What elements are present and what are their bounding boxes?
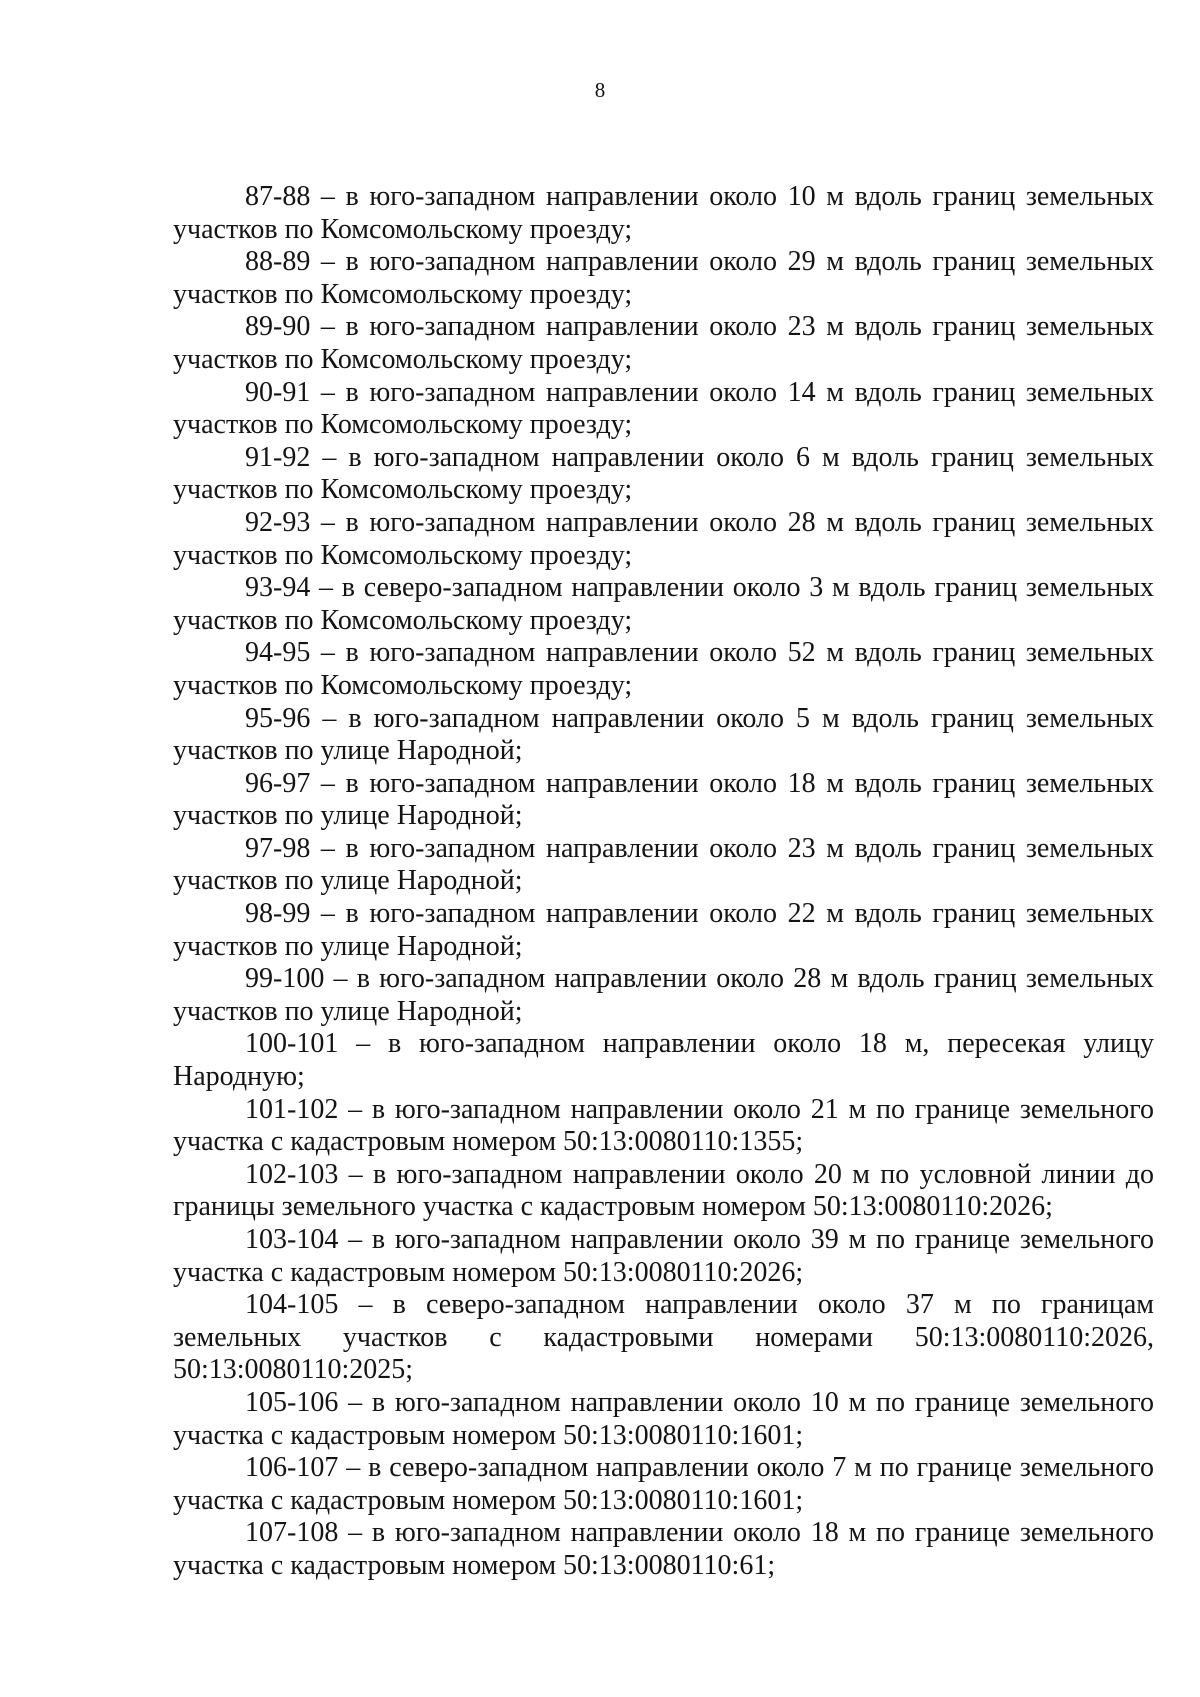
boundary-segment-paragraph: 105-106 – в юго-западном направлении около 10 м по границе земельного участка с кадастровым номером 50:13:0080110:1601; [173, 1386, 1154, 1451]
boundary-segment-paragraph: 98-99 – в юго-западном направлении около 22 м вдоль границ земельных участков по улице Народной; [173, 898, 1154, 962]
boundary-segment-paragraph: 87-88 – в юго-западном направлении около 10 м вдоль границ земельных участков по Комсомольскому проезду; [173, 181, 1154, 245]
boundary-segment-paragraph: 103-104 – в юго-западном направлении около 39 м по границе земельного участка с кадастровым номером 50:13:0080110:2026; [173, 1224, 1154, 1288]
boundary-segment-paragraph: 101-102 – в юго-западном направлении около 21 м по границе земельного участка с кадастровым номером 50:13:0080110:1355; [173, 1093, 1154, 1158]
boundary-segment-paragraph: 96-97 – в юго-западном направлении около 18 м вдоль границ земельных участков по улице Народной; [173, 767, 1154, 832]
boundary-segment-paragraph: 94-95 – в юго-западном направлении около 52 м вдоль границ земельных участков по Комсомольскому проезду; [173, 637, 1154, 701]
page-number: 8 [594, 78, 606, 102]
boundary-segment-paragraph: 92-93 – в юго-западном направлении около 28 м вдоль границ земельных участков по Комсомольскому проезду; [173, 506, 1154, 571]
boundary-segment-paragraph: 99-100 – в юго-западном направлении около 28 м вдоль границ земельных участков по улице Народной; [173, 963, 1154, 1027]
boundary-segment-paragraph: 97-98 – в юго-западном направлении около 23 м вдоль границ земельных участков по улице Народной; [173, 832, 1154, 897]
boundary-segment-paragraph: 93-94 – в северо-западном направлении около 3 м вдоль границ земельных участков по Комсомольскому проезду; [173, 572, 1154, 636]
boundary-segment-paragraph: 100-101 – в юго-западном направлении около 18 м, пересекая улицу Народную; [173, 1028, 1154, 1093]
boundary-segment-paragraph: 89-90 – в юго-западном направлении около 23 м вдоль границ земельных участков по Комсомольскому проезду; [173, 311, 1154, 375]
boundary-segment-paragraph: 104-105 – в северо-западном направлении около 37 м по границам земельных участков с кадастровыми номерами 50:13:0080110:2026, 50:13:0080110:2025; [173, 1289, 1154, 1386]
boundary-segment-paragraph: 95-96 – в юго-западном направлении около 5 м вдоль границ земельных участков по улице Народной; [173, 702, 1154, 767]
boundary-segment-paragraph: 90-91 – в юго-западном направлении около 14 м вдоль границ земельных участков по Комсомольскому проезду; [173, 376, 1154, 441]
boundary-segment-paragraph: 106-107 – в северо-западном направлении около 7 м по границе земельного участка с кадастровым номером 50:13:0080110:1601; [173, 1452, 1154, 1516]
boundary-segment-paragraph: 102-103 – в юго-западном направлении около 20 м по условной линии до границы земельного участка с кадастровым номером 50:13:0080110:2026; [173, 1158, 1154, 1223]
boundary-segment-paragraph: 107-108 – в юго-западном направлении около 18 м по границе земельного участка с кадастровым номером 50:13:0080110:61; [173, 1517, 1154, 1581]
boundary-segment-paragraph: 91-92 – в юго-западном направлении около 6 м вдоль границ земельных участков по Комсомольскому проезду; [173, 441, 1154, 506]
boundary-segment-paragraph: 88-89 – в юго-западном направлении около 29 м вдоль границ земельных участков по Комсомольскому проезду; [173, 246, 1154, 310]
document-body [173, 181, 1154, 1583]
